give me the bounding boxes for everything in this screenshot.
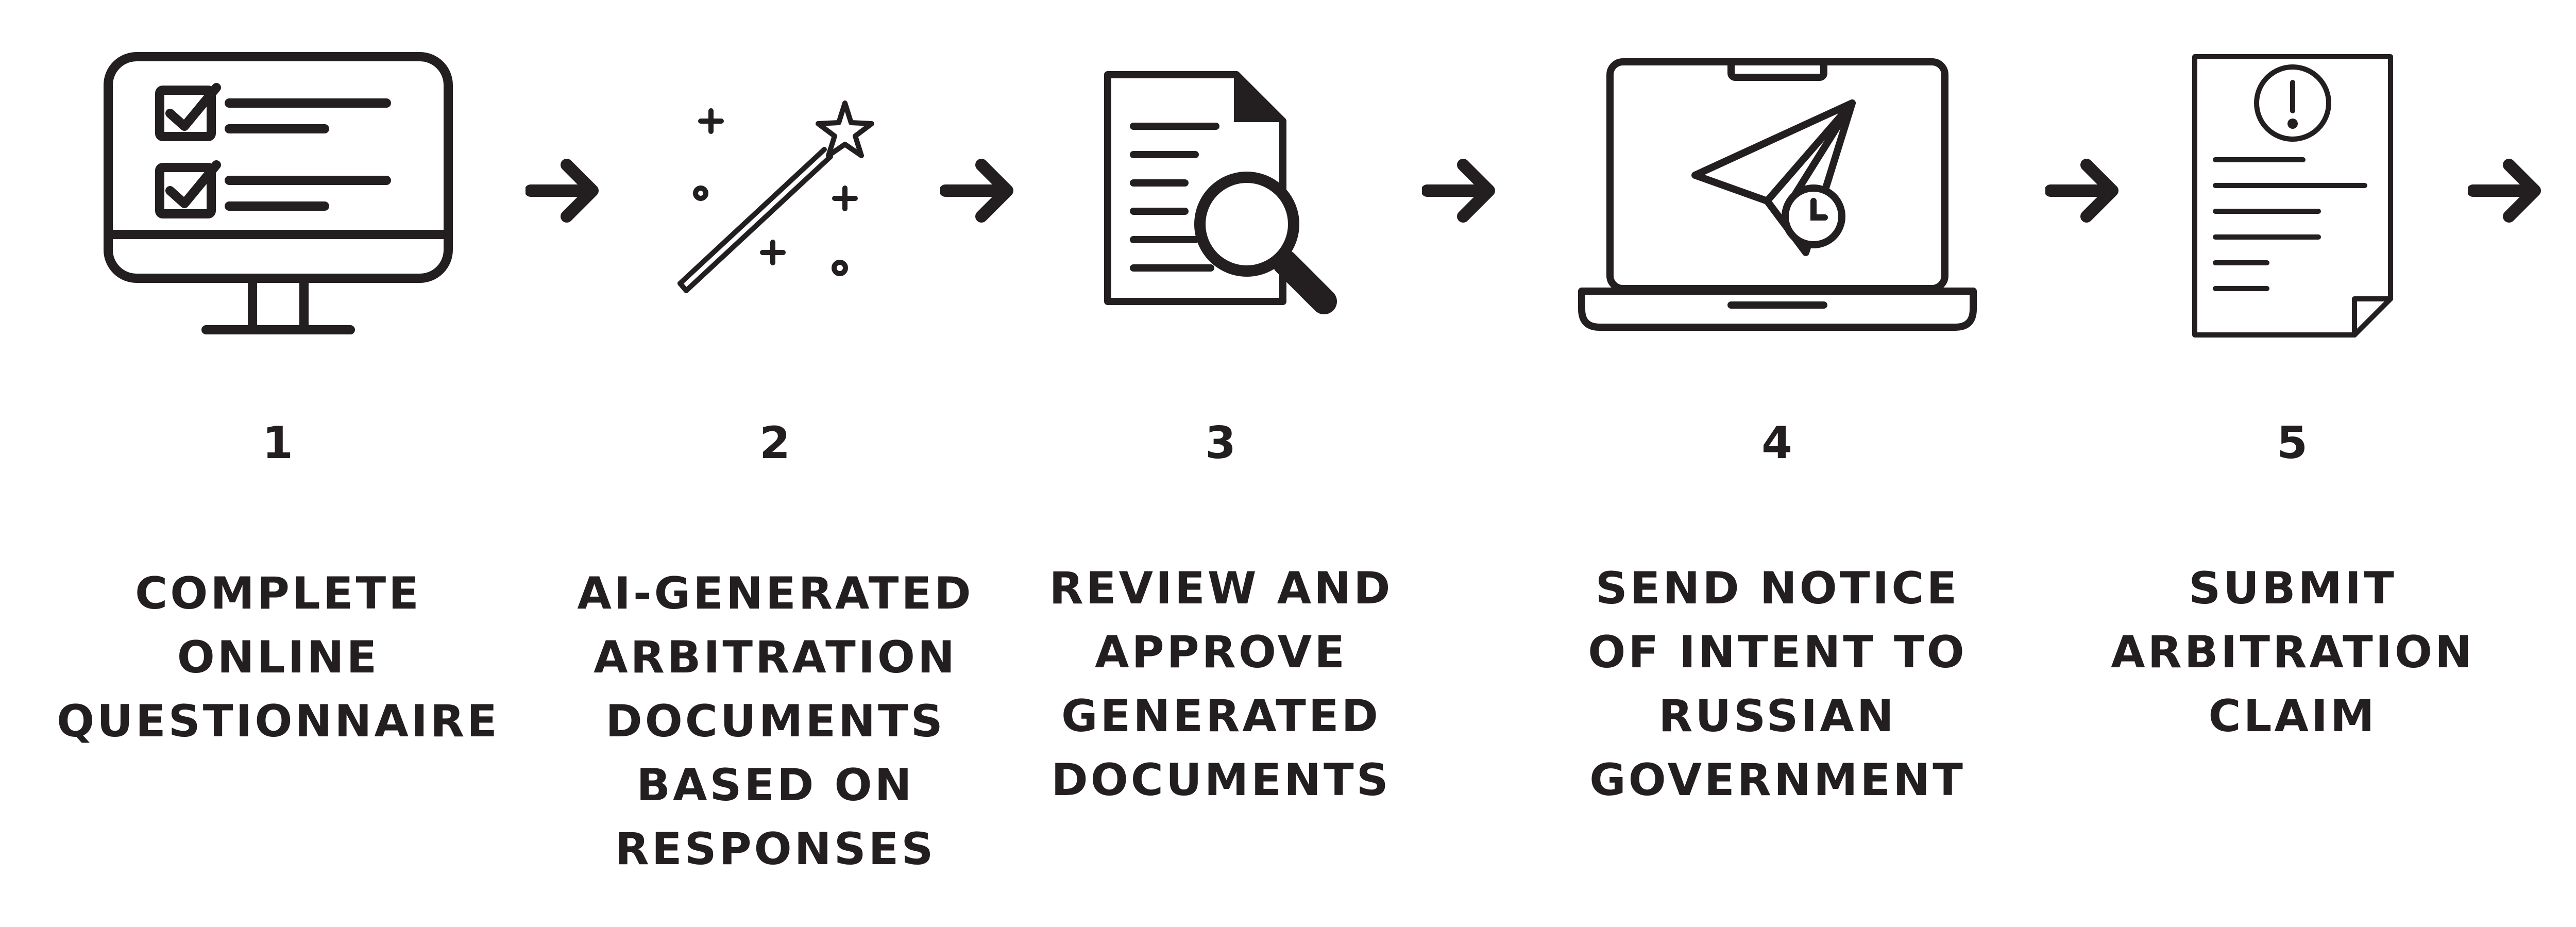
step-label-line: ARBITRATION <box>594 632 957 683</box>
step-number: 4 <box>1761 417 1793 469</box>
step-label-line: RUSSIAN <box>1658 690 1896 742</box>
step-label-line: REVIEW AND <box>1049 563 1393 614</box>
step-label <box>46 562 510 753</box>
claim-document-alert-icon <box>2190 52 2396 345</box>
step-label-line: APPROVE <box>1095 627 1347 678</box>
step-label-line: ONLINE <box>177 632 380 683</box>
step-label-line: OF INTENT TO <box>1588 627 1967 678</box>
step-label-line: COMPLETE <box>135 568 421 619</box>
laptop-paper-plane-icon <box>1571 52 1984 340</box>
document-magnifier-icon <box>1092 64 1340 322</box>
magic-wand-icon <box>670 98 876 294</box>
arrow-icon <box>1422 157 1499 224</box>
step-label-line: RESPONSES <box>615 823 936 875</box>
arrow-icon <box>2468 157 2545 224</box>
step-label-line: SUBMIT <box>2189 563 2397 614</box>
step-label-line: QUESTIONNAIRE <box>57 696 500 747</box>
step-number: 5 <box>2277 417 2309 469</box>
arrow-icon <box>2045 157 2123 224</box>
step-label-line: DOCUMENTS <box>605 696 945 747</box>
step-label-line: BASED ON <box>636 760 914 811</box>
computer-checklist-icon <box>98 49 459 343</box>
step-label-line: CLAIM <box>2208 690 2377 742</box>
arrow-icon <box>940 157 1018 224</box>
step-label <box>1546 557 2009 812</box>
arrow-icon <box>526 157 603 224</box>
step-number: 3 <box>1205 417 1237 469</box>
step-label-line: SEND NOTICE <box>1595 563 1960 614</box>
step-label-line: DOCUMENTS <box>1051 754 1391 806</box>
step-label <box>989 557 1453 812</box>
step-label <box>2061 557 2524 748</box>
step-label-line: GOVERNMENT <box>1589 754 1965 806</box>
step-number: 2 <box>759 417 791 469</box>
step-number: 1 <box>262 417 294 469</box>
step-label-line: AI-GENERATED <box>577 568 974 619</box>
step-label <box>544 562 1007 881</box>
step-label-line: GENERATED <box>1061 690 1381 742</box>
step-label-line: ARBITRATION <box>2111 627 2475 678</box>
